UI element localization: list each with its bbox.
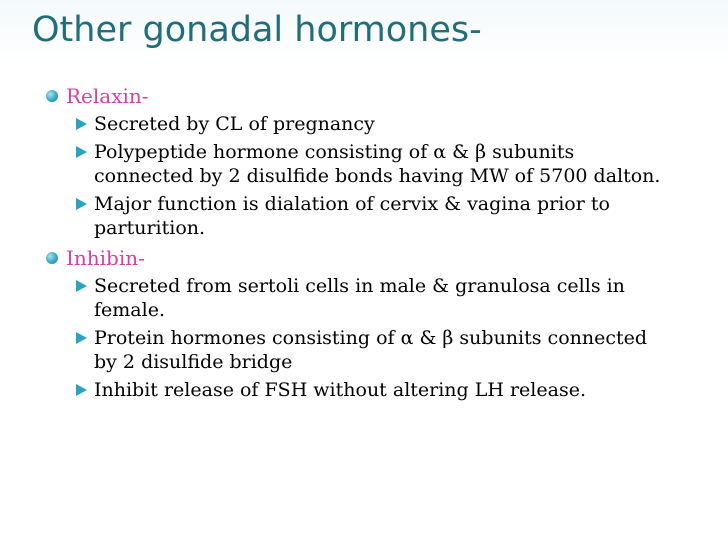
bullet-relaxin xyxy=(0,84,728,108)
heading-relaxin: Relaxin- xyxy=(66,84,149,108)
arrow-bullet-icon xyxy=(76,384,87,396)
bullet-text: Polypeptide hormone consisting of α & β subunits connected by 2 disulfide bonds having MW of 5700 dalton. xyxy=(94,141,661,187)
bullet-inhibin xyxy=(0,246,728,270)
bullet-text: Protein hormones consisting of α & β subunits connected by 2 disulfide bridge xyxy=(94,327,648,373)
sub-bullet xyxy=(0,274,670,322)
bullet-text: Major function is dialation of cervix & vagina prior to parturition. xyxy=(94,193,610,239)
bullet-text: Secreted from sertoli cells in male & granulosa cells in female. xyxy=(94,275,625,321)
arrow-bullet-icon xyxy=(76,332,87,344)
arrow-bullet-icon xyxy=(76,280,87,292)
round-bullet-icon xyxy=(46,252,58,264)
arrow-bullet-icon xyxy=(76,198,87,210)
sub-bullet xyxy=(0,378,670,402)
bullet-text: Secreted by CL of pregnancy xyxy=(94,113,375,135)
heading-inhibin: Inhibin- xyxy=(66,246,145,270)
bullet-text: Inhibit release of FSH without altering LH release. xyxy=(94,379,586,401)
sub-bullet xyxy=(0,192,670,240)
sub-bullet xyxy=(0,326,670,374)
arrow-bullet-icon xyxy=(76,146,87,158)
arrow-bullet-icon xyxy=(76,118,87,130)
sub-bullet xyxy=(0,112,670,136)
slide-title: Other gonadal hormones- xyxy=(32,10,482,50)
slide-content xyxy=(0,84,728,406)
sub-bullet xyxy=(0,140,670,188)
round-bullet-icon xyxy=(46,90,58,102)
